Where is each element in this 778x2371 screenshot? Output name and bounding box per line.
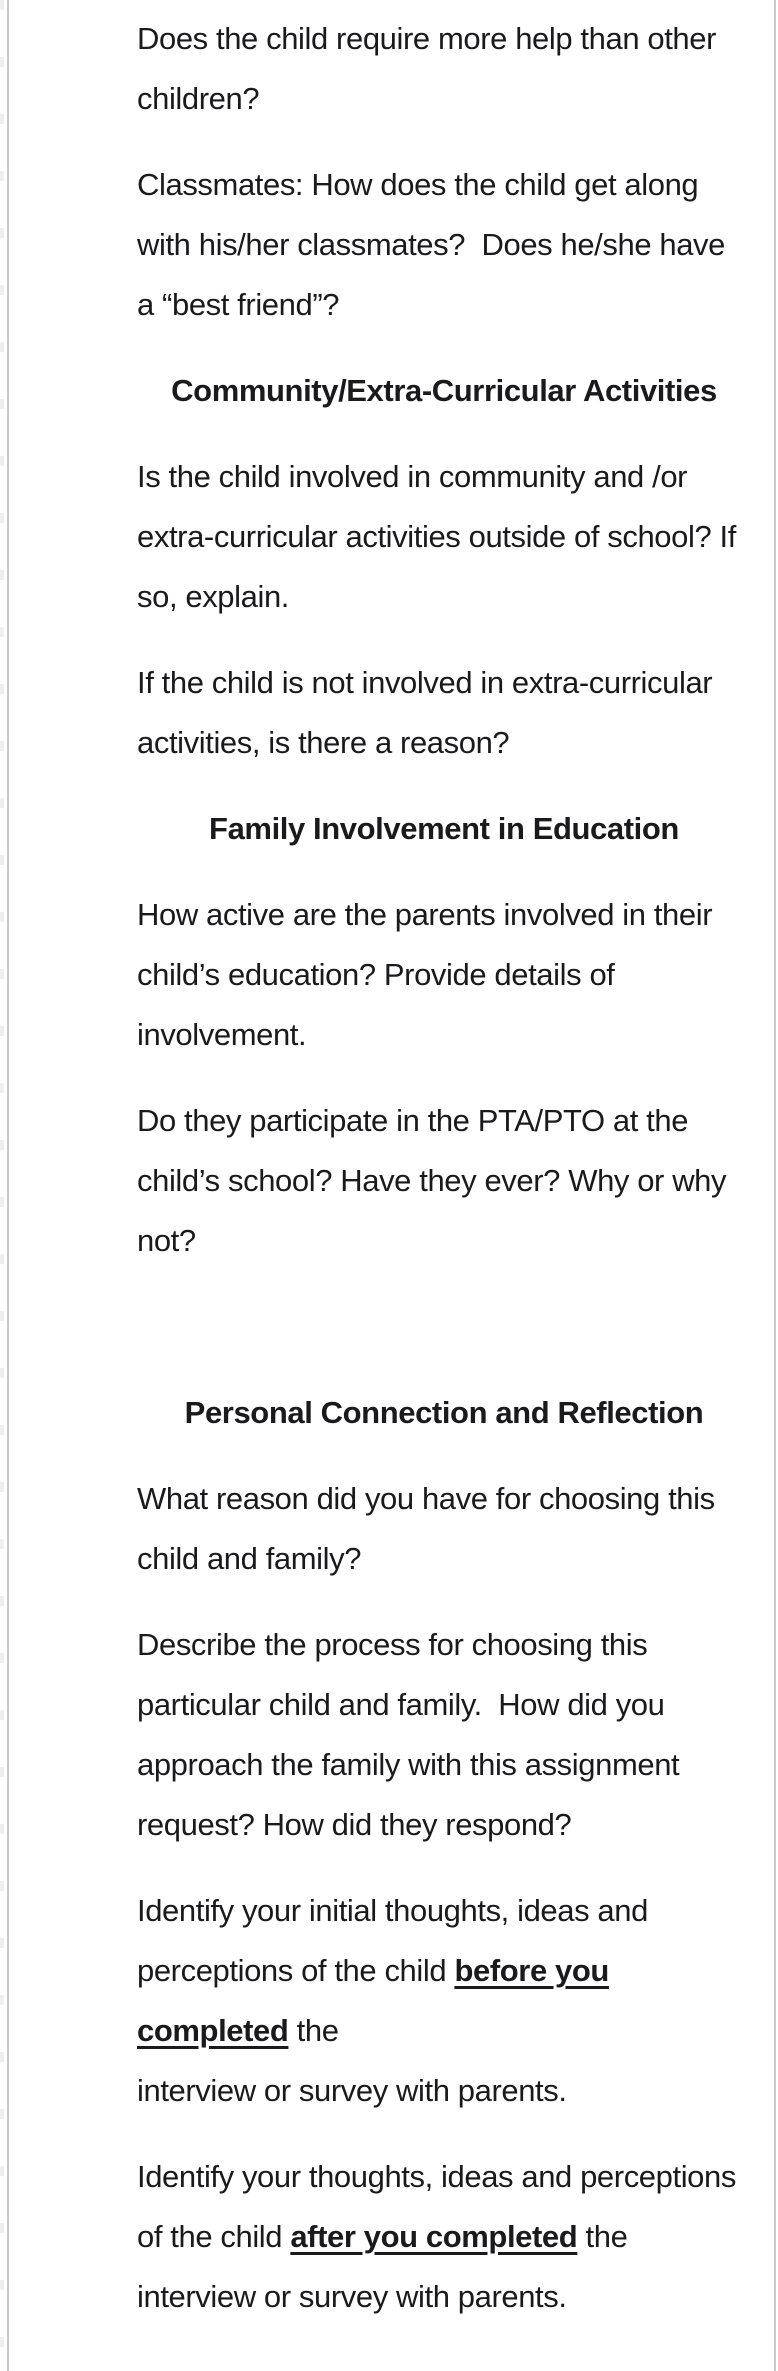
text-segment: If the child is not involved in extra-curricular xyxy=(137,665,713,700)
text-segment: child’s school? Have they ever? Why or why xyxy=(137,1163,727,1198)
text-segment: Family Involvement in Education xyxy=(209,811,679,846)
text-segment: approach the family with this assignment xyxy=(137,1747,680,1782)
text-segment: Personal Connection and Reflection xyxy=(184,1395,704,1430)
text-line xyxy=(137,275,751,335)
text-line xyxy=(137,653,751,713)
text-line xyxy=(137,945,751,1005)
document-paragraph xyxy=(137,447,751,627)
empty-line xyxy=(137,1297,751,1357)
text-line xyxy=(137,155,751,215)
document-paragraph xyxy=(137,1615,751,1855)
document-paragraph xyxy=(137,1091,751,1271)
text-line xyxy=(137,1529,751,1589)
text-line xyxy=(137,2207,751,2267)
text-segment: so, explain. xyxy=(137,579,290,614)
text-line xyxy=(137,1675,751,1735)
text-line xyxy=(137,2061,751,2121)
section-heading xyxy=(137,361,751,421)
text-segment: Does the child require more help than other xyxy=(137,21,717,56)
text-line xyxy=(137,1005,751,1065)
text-line xyxy=(137,1615,751,1675)
text-line xyxy=(137,215,751,275)
text-segment: child and family? xyxy=(137,1541,362,1576)
text-line xyxy=(137,1881,751,1941)
text-segment: request? How did they respond? xyxy=(137,1807,572,1842)
text-segment: perceptions of the child xyxy=(137,1953,455,1988)
text-segment: interview or survey with parents. xyxy=(137,2279,567,2314)
text-segment: the xyxy=(577,2219,628,2254)
text-segment: extra-curricular activities outside of school? If xyxy=(137,519,736,554)
page-left-edge-line xyxy=(7,0,9,2371)
document-paragraph xyxy=(137,653,751,773)
document-body xyxy=(137,9,751,2353)
text-line xyxy=(137,1151,751,1211)
text-segment: with his/her classmates? Does he/she have xyxy=(137,227,726,262)
text-line xyxy=(137,1795,751,1855)
document-paragraph xyxy=(137,155,751,335)
text-segment: Do they participate in the PTA/PTO at the xyxy=(137,1103,689,1138)
text-segment: Identify your thoughts, ideas and perceptions xyxy=(137,2159,736,2194)
text-line xyxy=(137,1735,751,1795)
text-segment: interview or survey with parents. xyxy=(137,2073,567,2108)
text-segment: before you xyxy=(454,1953,609,1988)
document-paragraph xyxy=(137,2147,751,2327)
text-line xyxy=(137,2001,751,2061)
text-segment: activities, is there a reason? xyxy=(137,725,510,760)
page-right-edge-line xyxy=(774,0,776,2371)
text-line xyxy=(137,567,751,627)
document-paragraph xyxy=(137,9,751,129)
text-line xyxy=(137,69,751,129)
text-line xyxy=(137,361,751,421)
text-segment: What reason did you have for choosing this xyxy=(137,1481,715,1516)
text-line xyxy=(137,1211,751,1271)
text-line xyxy=(137,1941,751,2001)
text-line xyxy=(137,507,751,567)
text-segment: not? xyxy=(137,1223,196,1258)
page-edge-texture xyxy=(0,0,4,2371)
text-segment: Describe the process for choosing this xyxy=(137,1627,648,1662)
text-line xyxy=(137,2147,751,2207)
text-segment: particular child and family. How did you xyxy=(137,1687,665,1722)
text-segment: Community/Extra-Curricular Activities xyxy=(171,373,717,408)
text-segment: children? xyxy=(137,81,260,116)
text-segment: the xyxy=(288,2013,339,2048)
document-paragraph xyxy=(137,1881,751,2121)
text-segment: Classmates: How does the child get along xyxy=(137,167,699,202)
text-line xyxy=(137,9,751,69)
document-paragraph xyxy=(137,885,751,1065)
text-segment: completed xyxy=(137,2013,289,2048)
text-line xyxy=(137,799,751,859)
text-line xyxy=(137,2267,751,2327)
text-line xyxy=(137,1297,751,1357)
text-line xyxy=(137,885,751,945)
text-line xyxy=(137,447,751,507)
document-paragraph xyxy=(137,1469,751,1589)
text-line xyxy=(137,1383,751,1443)
section-heading xyxy=(137,1383,751,1443)
text-segment: Is the child involved in community and /or xyxy=(137,459,688,494)
text-segment: How active are the parents involved in their xyxy=(137,897,713,932)
text-line xyxy=(137,713,751,773)
text-line xyxy=(137,1469,751,1529)
text-line xyxy=(137,1091,751,1151)
section-heading xyxy=(137,799,751,859)
text-segment: Identify your initial thoughts, ideas and xyxy=(137,1893,648,1928)
text-segment: of the child xyxy=(137,2219,291,2254)
text-segment: involvement. xyxy=(137,1017,307,1052)
text-segment: after you completed xyxy=(290,2219,578,2254)
text-segment: child’s education? Provide details of xyxy=(137,957,615,992)
text-segment: a “best friend”? xyxy=(137,287,340,322)
